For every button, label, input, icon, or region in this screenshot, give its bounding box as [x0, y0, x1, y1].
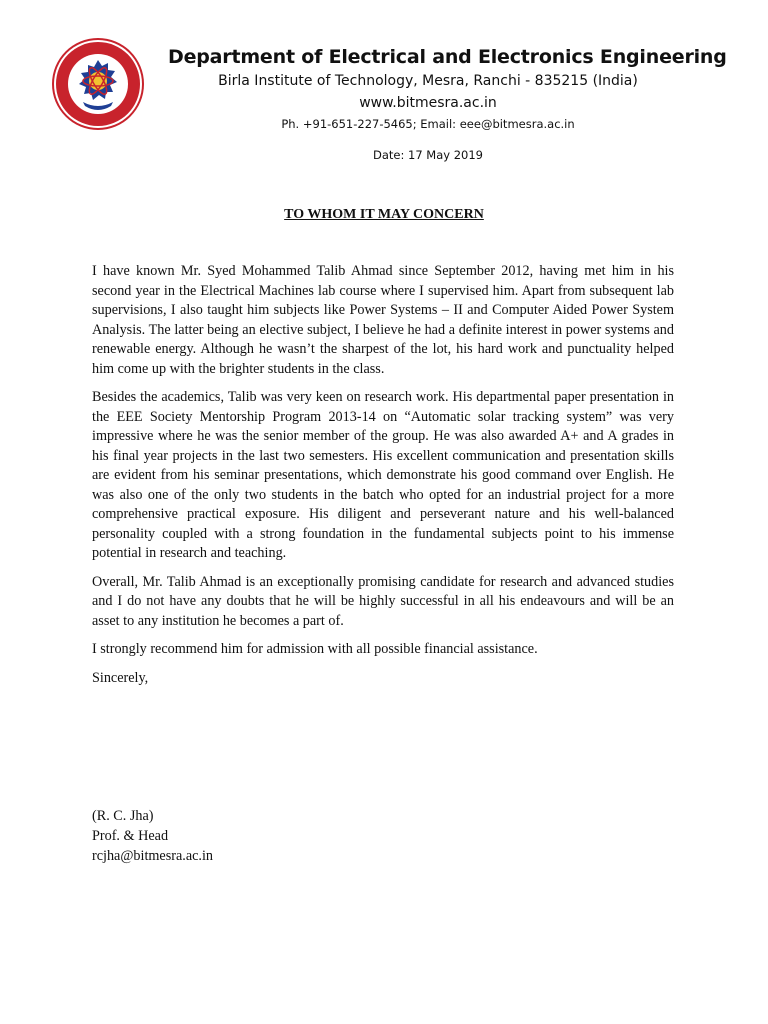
paragraph-3: Overall, Mr. Talib Ahmad is an exceptionally promising candidate for research and advanced studies and I do not have any doubts that he will be highly successful in all his endeavours and will be an asset to any institution he becomes a part of.	[92, 573, 674, 629]
paragraph-4: I strongly recommend him for admission with all possible financial assistance.	[92, 641, 538, 657]
signatory-name: (R. C. Jha)	[92, 808, 154, 824]
letter-date: Date: 17 May 2019	[372, 148, 483, 162]
website-link[interactable]: www.bitmesra.ac.in	[359, 95, 497, 111]
department-name: Department of Electrical and Electronics Engineering	[168, 46, 727, 68]
signatory-title: Prof. & Head	[92, 828, 169, 844]
signatory-email[interactable]: rcjha@bitmesra.ac.in	[92, 848, 213, 864]
institute-logo	[50, 36, 146, 132]
paragraph-2: Besides the academics, Talib was very keen on research work. His departmental paper presentation in the EEE Society Mentorship Program 2013-14 on “Automatic solar tracking system” was very impressive where he was the senior member of the group. He was also awarded A+ and A grades in his final year projects in the last two semesters. His excellent communication and presentation skills are evident from his seminar presentations, which demonstrate his good command over English. He was also one of the only two students in the batch who opted for an industrial project for a more comprehensive practical exposure. His diligent and perseverant nature and his well-balanced personality coupled with a strong foundation in the fundamental subjects point to his immense potential in research and teaching.	[92, 389, 674, 561]
letter-subject: TO WHOM IT MAY CONCERN	[284, 207, 484, 222]
contact-info: Ph. +91-651-227-5465; Email: eee@bitmesra.ac.in	[281, 117, 575, 131]
signature-block	[92, 806, 213, 866]
letterhead	[168, 44, 727, 134]
paragraph-1: I have known Mr. Syed Mohammed Talib Ahmad since September 2012, having met him in his second year in the Electrical Machines lab course where I supervised him. Apart from subsequent lab supervisions, I also taught him subjects like Power Systems – II and Computer Aided Power System Analysis. The latter being an elective subject, I believe he had a definite interest in power systems and renewable energy. Although he wasn’t the sharpest of the lot, his hard work and punctuality helped him come up with the brighter students in the class.	[92, 263, 674, 377]
institute-address: Birla Institute of Technology, Mesra, Ranchi - 835215 (India)	[218, 73, 638, 89]
closing: Sincerely,	[92, 669, 149, 686]
letter-body	[92, 262, 674, 697]
